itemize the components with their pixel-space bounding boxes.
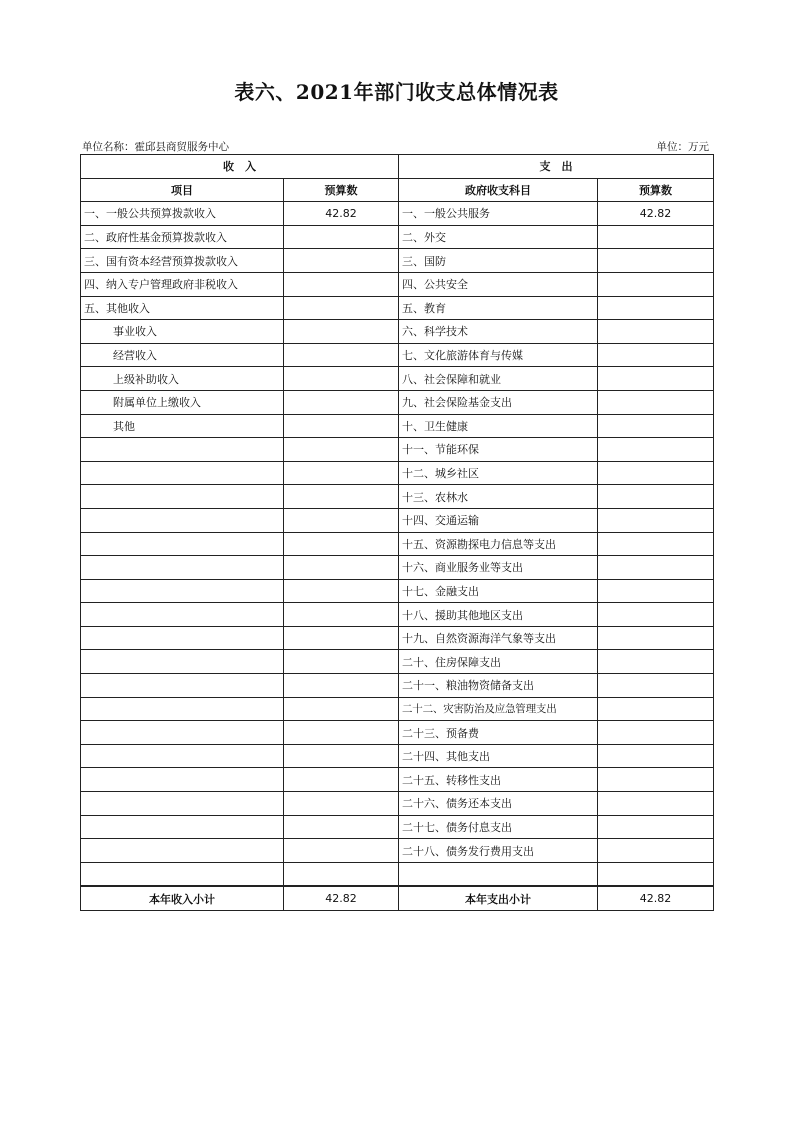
expense-item-cell: 二十、住房保障支出 [399, 650, 598, 674]
expense-total-label: 本年支出小计 [399, 886, 598, 910]
income-item-cell [81, 768, 284, 792]
income-item-cell: 其他 [81, 414, 284, 438]
expense-budget-cell [598, 438, 714, 462]
table-row [81, 862, 714, 886]
income-item-cell: 四、纳入专户管理政府非税收入 [81, 272, 284, 296]
expense-budget-cell [598, 390, 714, 414]
expense-item-cell: 二、外交 [399, 225, 598, 249]
expense-item-cell: 十一、节能环保 [399, 438, 598, 462]
income-item-header: 项目 [81, 178, 284, 202]
income-budget-cell [284, 626, 399, 650]
table-row [81, 792, 714, 816]
income-item-cell: 上级补助收入 [81, 367, 284, 391]
expense-budget-cell [598, 320, 714, 344]
expense-budget-cell [598, 674, 714, 698]
expense-budget-cell [598, 556, 714, 580]
expense-item-cell: 四、公共安全 [399, 272, 598, 296]
expense-item-cell [399, 862, 598, 886]
income-item-cell [81, 792, 284, 816]
expense-budget-cell [598, 579, 714, 603]
expense-budget-cell [598, 697, 714, 721]
budget-table [80, 154, 714, 911]
income-budget-cell [284, 721, 399, 745]
table-row [81, 485, 714, 509]
income-item-cell [81, 556, 284, 580]
expense-item-cell: 十九、自然资源海洋气象等支出 [399, 626, 598, 650]
income-budget-cell [284, 674, 399, 698]
table-row [81, 296, 714, 320]
table-row [81, 603, 714, 627]
expense-budget-cell [598, 272, 714, 296]
table-row [81, 202, 714, 226]
income-section-header: 收 入 [81, 155, 399, 179]
table-row [81, 225, 714, 249]
income-item-cell: 一、一般公共预算拨款收入 [81, 202, 284, 226]
table-row [81, 249, 714, 273]
expense-budget-header: 预算数 [598, 178, 714, 202]
expense-budget-cell [598, 815, 714, 839]
income-budget-cell [284, 744, 399, 768]
expense-item-cell: 十三、农林水 [399, 485, 598, 509]
expense-item-cell: 十四、交通运输 [399, 508, 598, 532]
expense-item-cell: 二十五、转移性支出 [399, 768, 598, 792]
expense-item-cell: 二十二、灾害防治及应急管理支出 [399, 697, 598, 721]
table-row [81, 674, 714, 698]
table-row [81, 414, 714, 438]
income-item-cell [81, 485, 284, 509]
expense-budget-cell [598, 296, 714, 320]
income-total-label: 本年收入小计 [81, 886, 284, 910]
income-item-cell: 附属单位上缴收入 [81, 390, 284, 414]
income-budget-cell [284, 815, 399, 839]
column-header-row [81, 178, 714, 202]
table-row [81, 815, 714, 839]
expense-item-cell: 三、国防 [399, 249, 598, 273]
table-row [81, 320, 714, 344]
table-row [81, 343, 714, 367]
income-budget-cell [284, 485, 399, 509]
table-row [81, 744, 714, 768]
expense-budget-cell [598, 461, 714, 485]
income-item-cell [81, 697, 284, 721]
expense-budget-cell [598, 343, 714, 367]
expense-item-header: 政府收支科目 [399, 178, 598, 202]
expense-item-cell: 二十三、预备费 [399, 721, 598, 745]
expense-item-cell: 十五、资源勘探电力信息等支出 [399, 532, 598, 556]
expense-item-cell: 十二、城乡社区 [399, 461, 598, 485]
income-budget-cell [284, 839, 399, 863]
income-budget-cell [284, 603, 399, 627]
unit-of-measure: 单位：万元 [656, 141, 709, 153]
income-budget-cell [284, 296, 399, 320]
income-total-value: 42.82 [284, 886, 399, 910]
expense-item-cell: 二十四、其他支出 [399, 744, 598, 768]
income-item-cell [81, 461, 284, 485]
income-item-cell [81, 721, 284, 745]
income-budget-cell [284, 225, 399, 249]
table-row [81, 367, 714, 391]
expense-item-cell: 一、一般公共服务 [399, 202, 598, 226]
expense-item-cell: 五、教育 [399, 296, 598, 320]
expense-item-cell: 二十六、债务还本支出 [399, 792, 598, 816]
income-budget-cell [284, 792, 399, 816]
expense-budget-cell [598, 414, 714, 438]
expense-budget-cell [598, 862, 714, 886]
expense-budget-cell [598, 485, 714, 509]
income-budget-cell [284, 862, 399, 886]
expense-budget-cell [598, 249, 714, 273]
income-budget-cell: 42.82 [284, 202, 399, 226]
income-budget-cell [284, 272, 399, 296]
table-row [81, 461, 714, 485]
income-budget-cell [284, 697, 399, 721]
expense-section-header: 支 出 [399, 155, 714, 179]
income-budget-cell [284, 532, 399, 556]
income-item-cell [81, 603, 284, 627]
income-item-cell [81, 438, 284, 462]
expense-item-cell: 六、科学技术 [399, 320, 598, 344]
income-item-cell [81, 532, 284, 556]
table-row [81, 508, 714, 532]
income-item-cell [81, 862, 284, 886]
income-item-cell [81, 626, 284, 650]
table-row [81, 650, 714, 674]
income-item-cell [81, 815, 284, 839]
table-row [81, 839, 714, 863]
table-row [81, 579, 714, 603]
expense-budget-cell [598, 768, 714, 792]
expense-budget-cell [598, 626, 714, 650]
expense-item-cell: 十八、援助其他地区支出 [399, 603, 598, 627]
income-budget-cell [284, 343, 399, 367]
totals-row [81, 886, 714, 910]
expense-item-cell: 十、卫生健康 [399, 414, 598, 438]
income-budget-header: 预算数 [284, 178, 399, 202]
expense-budget-cell [598, 508, 714, 532]
income-budget-cell [284, 414, 399, 438]
income-budget-cell [284, 461, 399, 485]
income-item-cell [81, 839, 284, 863]
income-item-cell: 三、国有资本经营预算拨款收入 [81, 249, 284, 273]
income-item-cell [81, 674, 284, 698]
page-title: 表六、2021年部门收支总体情况表 [234, 80, 559, 104]
expense-item-cell: 十七、金融支出 [399, 579, 598, 603]
expense-budget-cell: 42.82 [598, 202, 714, 226]
table-row [81, 697, 714, 721]
income-budget-cell [284, 390, 399, 414]
income-item-cell [81, 744, 284, 768]
income-budget-cell [284, 438, 399, 462]
expense-item-cell: 七、文化旅游体育与传媒 [399, 343, 598, 367]
expense-budget-cell [598, 721, 714, 745]
expense-item-cell: 二十一、粮油物资储备支出 [399, 674, 598, 698]
expense-item-cell: 九、社会保险基金支出 [399, 390, 598, 414]
income-item-cell: 经营收入 [81, 343, 284, 367]
income-budget-cell [284, 320, 399, 344]
income-budget-cell [284, 768, 399, 792]
table-row [81, 272, 714, 296]
income-item-cell [81, 650, 284, 674]
income-budget-cell [284, 650, 399, 674]
expense-item-cell: 二十七、债务付息支出 [399, 815, 598, 839]
unit-name: 单位名称：霍邱县商贸服务中心 [82, 141, 229, 153]
income-item-cell: 五、其他收入 [81, 296, 284, 320]
table-row [81, 532, 714, 556]
income-item-cell: 事业收入 [81, 320, 284, 344]
income-budget-cell [284, 579, 399, 603]
expense-total-value: 42.82 [598, 886, 714, 910]
income-budget-cell [284, 556, 399, 580]
section-header-row [81, 155, 714, 179]
expense-budget-cell [598, 744, 714, 768]
income-budget-cell [284, 508, 399, 532]
income-item-cell [81, 508, 284, 532]
expense-item-cell: 十六、商业服务业等支出 [399, 556, 598, 580]
table-row [81, 556, 714, 580]
expense-budget-cell [598, 650, 714, 674]
expense-budget-cell [598, 603, 714, 627]
expense-budget-cell [598, 532, 714, 556]
income-item-cell [81, 579, 284, 603]
expense-item-cell: 八、社会保障和就业 [399, 367, 598, 391]
expense-budget-cell [598, 839, 714, 863]
income-item-cell: 二、政府性基金预算拨款收入 [81, 225, 284, 249]
table-row [81, 438, 714, 462]
expense-budget-cell [598, 792, 714, 816]
expense-item-cell: 二十八、债务发行费用支出 [399, 839, 598, 863]
table-row [81, 768, 714, 792]
income-budget-cell [284, 249, 399, 273]
table-row [81, 626, 714, 650]
expense-budget-cell [598, 225, 714, 249]
income-budget-cell [284, 367, 399, 391]
table-row [81, 390, 714, 414]
table-row [81, 721, 714, 745]
expense-budget-cell [598, 367, 714, 391]
